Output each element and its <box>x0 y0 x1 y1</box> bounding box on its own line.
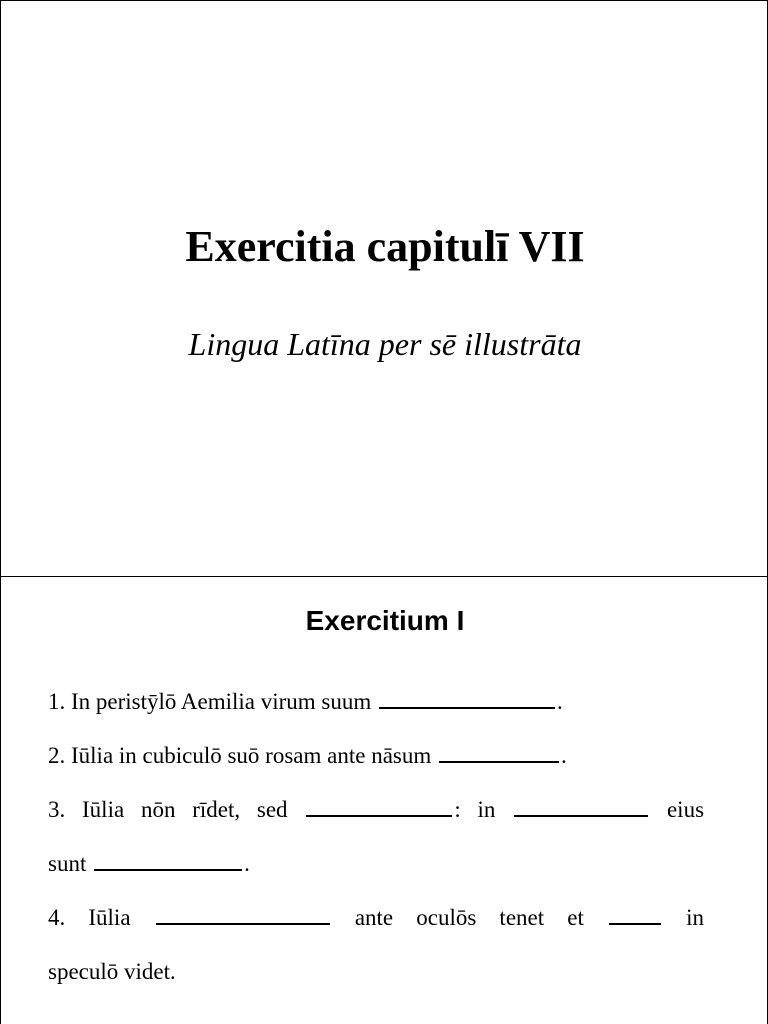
exercise-heading: Exercitium I <box>305 605 465 636</box>
page-title: Exercitia capitulī VII <box>185 222 585 271</box>
exercise-item-4 <box>48 891 704 945</box>
blank-1[interactable] <box>379 689 555 709</box>
item-1-end: . <box>557 689 563 714</box>
blank-3a[interactable] <box>306 797 452 817</box>
item-4-after: in <box>686 905 705 930</box>
blank-3c[interactable] <box>94 851 242 871</box>
item-2-text: 2. Iūlia in cubiculō suō rosam ante nāsum <box>48 743 432 768</box>
exercise-item-1 <box>48 675 704 729</box>
exercise-item-3 <box>48 783 704 837</box>
item-4-mid: ante oculōs tenet et <box>354 905 584 930</box>
blank-4b[interactable] <box>609 905 661 925</box>
item-2-end: . <box>561 743 567 768</box>
blank-3b[interactable] <box>514 797 648 817</box>
item-3-after: eius <box>666 797 705 822</box>
item-1-text: 1. In peristȳlō Aemilia virum suum <box>48 689 372 714</box>
item-3-end: . <box>244 851 250 876</box>
page-subtitle: Lingua Latīna per sē illustrāta <box>188 326 582 362</box>
exercise-item-4-cont <box>48 945 704 999</box>
exercise-item-2 <box>48 729 704 783</box>
item-3-cont-text: sunt <box>48 851 87 876</box>
exercise-slide <box>0 576 768 1024</box>
exercise-body <box>48 675 704 999</box>
blank-4a[interactable] <box>156 905 330 925</box>
blank-2[interactable] <box>439 743 559 763</box>
exercise-item-3-cont <box>48 837 704 891</box>
item-3-text: 3. Iūlia nōn rīdet, sed <box>48 797 288 822</box>
item-4-text: 4. Iūlia <box>48 905 131 930</box>
item-3-mid: : in <box>454 797 496 822</box>
item-4-cont-text: speculō videt. <box>48 959 176 984</box>
